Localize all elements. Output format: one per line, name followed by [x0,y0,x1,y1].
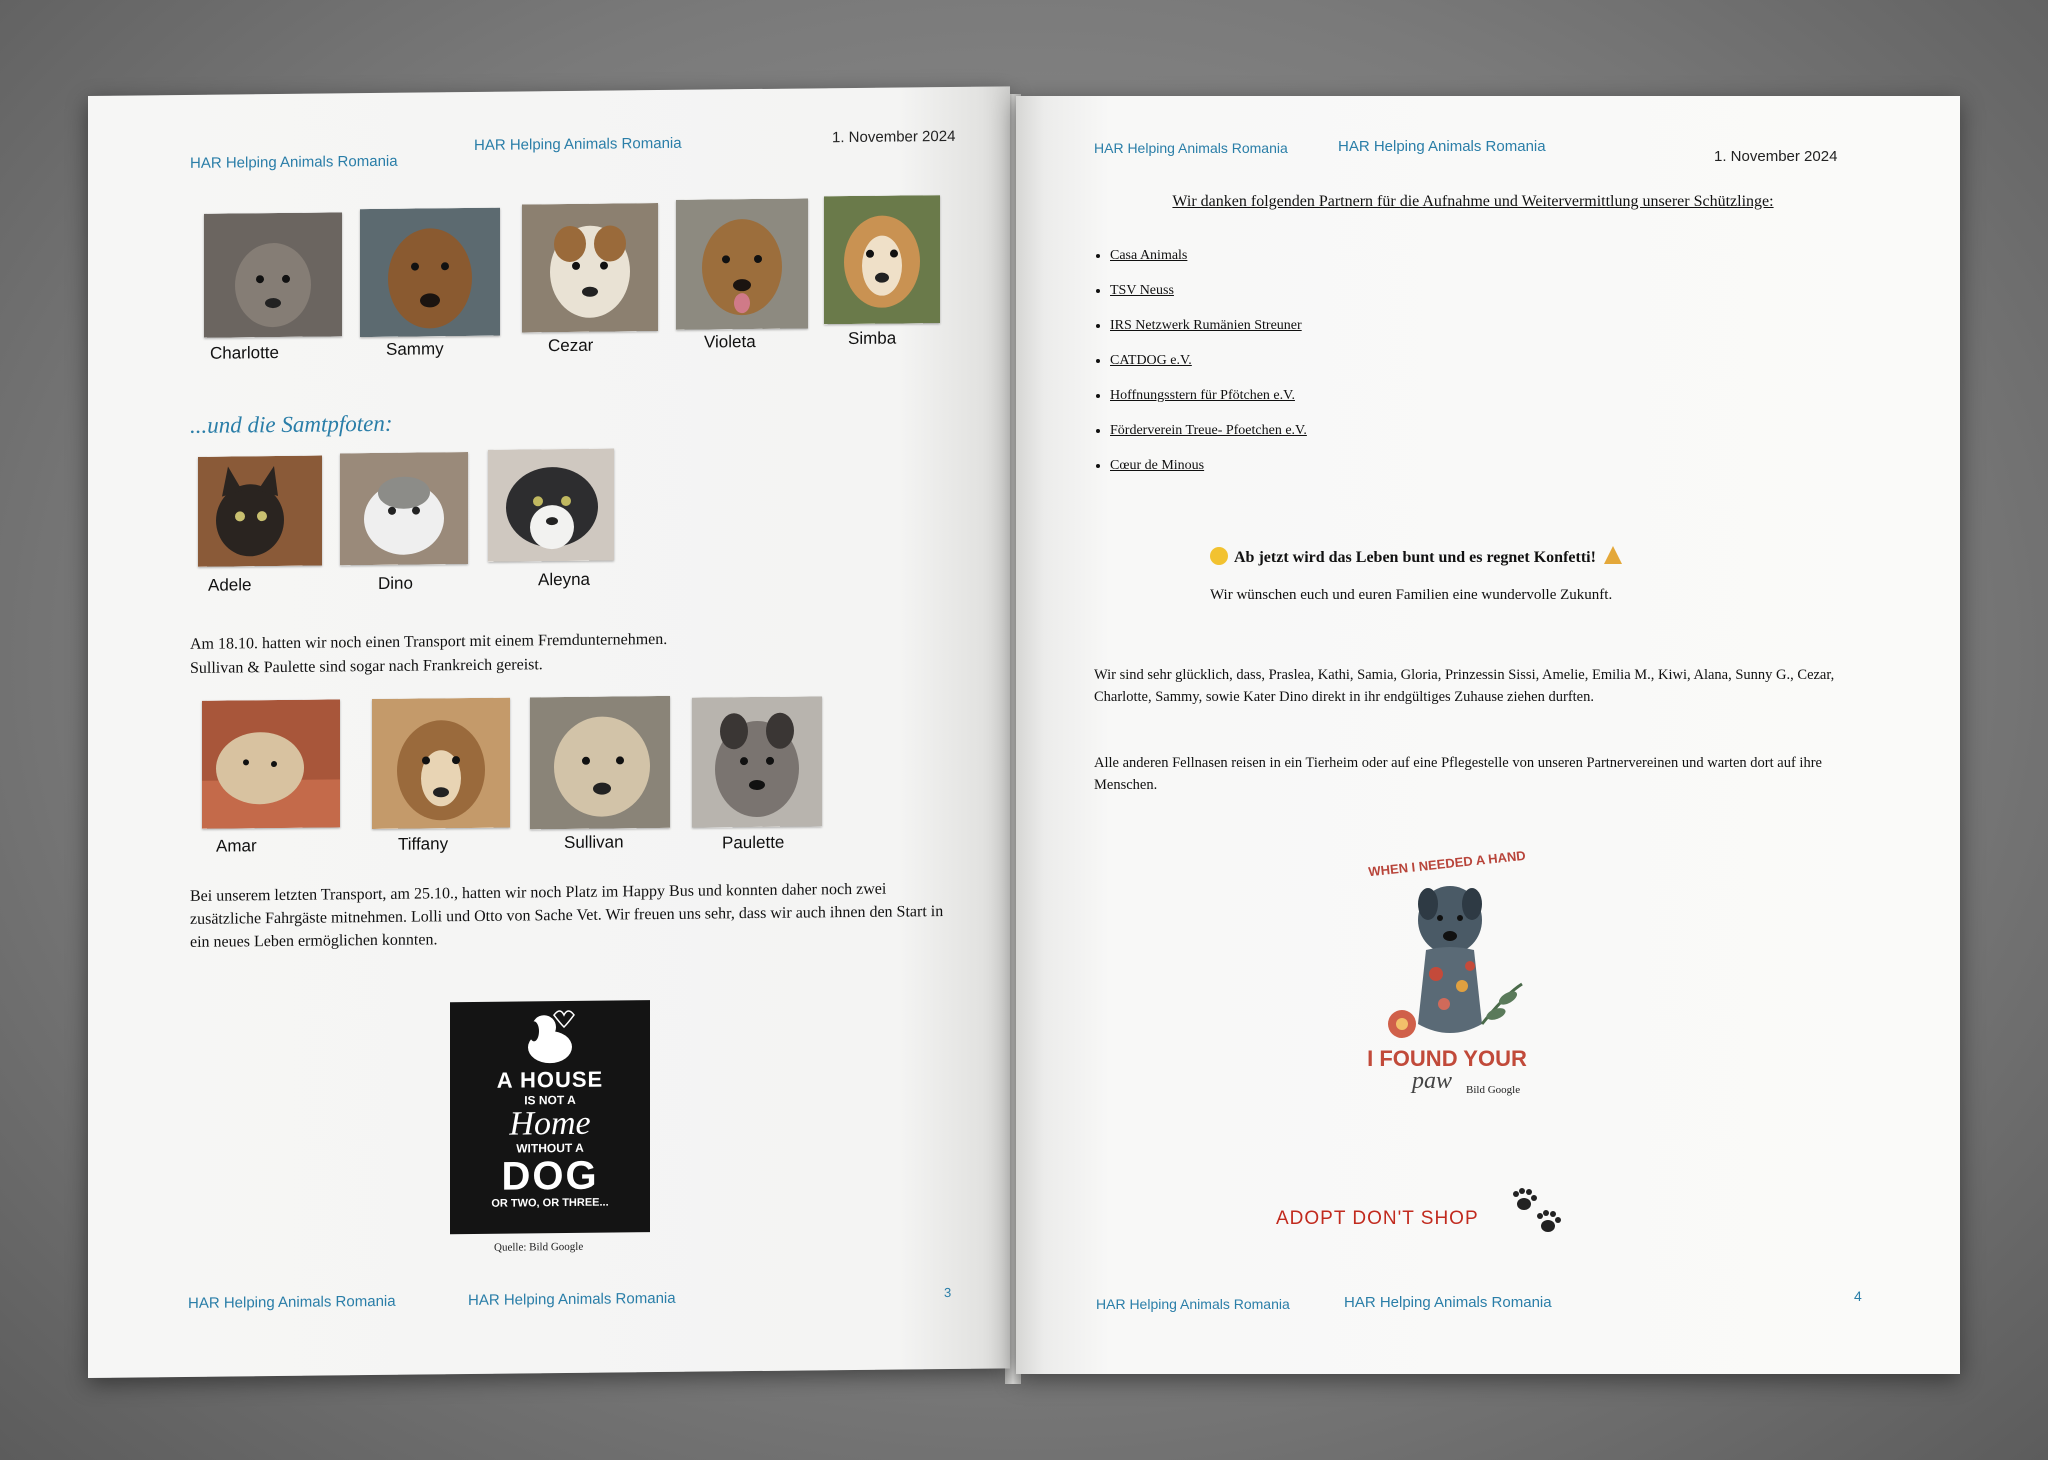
header-org-2-right: HAR Helping Animals Romania [1338,138,1546,155]
dog-name-sullivan: Sullivan [564,832,624,853]
dog-name-cezar: Cezar [548,335,594,356]
happy-bus-text: Bei unserem letzten Transport, am 25.10., hatten wir noch Platz im Happy Bus und konnten daher noch zwei zusätzliche Fahrgäste mitnehmen. Lolli und Otto von Sache Vet. Wir freuen uns sehr, dass wir auch ihnen den Start in ein neues Leben ermöglichen konnten. [190,880,944,951]
poster-line-5: DOG [501,1153,599,1199]
dog-photo-charlotte [204,212,342,337]
wish-line: Wir wünschen euch und euren Familien eine wundervolle Zukunft. [1210,587,1613,603]
graphic-script-text: paw [1411,1068,1452,1094]
dog-photo-violeta [676,198,808,329]
graphic-top-text: WHEN I NEEDED A HAND [1367,847,1527,880]
party-face-icon [1210,547,1228,565]
partner-link[interactable]: • Hoffnungsstern für Pfötchen e.V. [1110,388,1307,404]
confetti-line [1210,546,1770,567]
left-page [88,86,1010,1378]
poster-line-4: WITHOUT A [516,1140,584,1156]
transport-text-2: Sullivan & Paulette sind sogar nach Frankreich gereist. [190,656,543,677]
header-org-2: HAR Helping Animals Romania [474,134,682,154]
dog-name-sammy: Sammy [386,339,444,359]
page-number-right: 4 [1854,1288,1862,1304]
house-dog-poster [450,1000,650,1234]
dog-name-simba: Simba [848,328,897,349]
header-date: 1. November 2024 [832,127,956,147]
dog-name-amar: Amar [216,836,257,856]
partner-link[interactable]: • TSV Neuss [1110,283,1307,299]
party-popper-icon [1604,546,1622,564]
paw-prints-icon [1510,1188,1566,1236]
right-page [1016,96,1960,1374]
cat-name-aleyna: Aleyna [538,569,590,590]
adopt-dont-shop: ADOPT DON'T SHOP [1276,1208,1479,1229]
dog-name-violeta: Violeta [704,332,756,352]
dog-photo-sammy [360,208,500,337]
partner-list [1092,248,1307,493]
sitting-dog-icon [450,1006,650,1068]
poster-line-2: IS NOT A [524,1092,576,1108]
footer-org-2-right: HAR Helping Animals Romania [1344,1294,1552,1311]
dog-photo-tiffany [372,698,510,829]
poster-line-6: OR TWO, OR THREE... [491,1196,609,1210]
dog-photo-amar [202,699,340,828]
dog-photo-simba [824,195,940,324]
partner-link[interactable]: • CATDOG e.V. [1110,353,1307,369]
poster-caption: Quelle: Bild Google [494,1240,584,1254]
header-date-right: 1. November 2024 [1714,148,1838,165]
dog-name-paulette: Paulette [722,832,785,853]
transport-text-1: Am 18.10. hatten wir noch einen Transport mit einem Fremdunternehmen. [190,630,668,653]
confetti-text: Ab jetzt wird das Leben bunt und es regnet Konfetti! [1234,549,1596,566]
partner-link[interactable]: • Cœur de Minous [1110,458,1307,474]
partner-link[interactable]: • Casa Animals [1110,248,1307,264]
cat-photo-dino [340,452,468,565]
dog-name-charlotte: Charlotte [210,342,279,363]
partner-link[interactable]: • Förderverein Treue- Pfoetchen e.V. [1110,423,1307,439]
cat-name-dino: Dino [378,573,413,593]
partner-link[interactable]: • IRS Netzwerk Rumänien Streuner [1110,318,1307,334]
graphic-caption: Bild Google [1466,1084,1521,1096]
page-number-left: 3 [944,1284,952,1301]
cat-photo-adele [198,456,322,567]
footer-org-1-right: HAR Helping Animals Romania [1096,1296,1290,1312]
dog-photo-cezar [522,203,658,332]
cats-heading: ...und die Samtpfoten: [190,410,393,438]
dog-photo-paulette [692,696,822,827]
dog-name-tiffany: Tiffany [398,834,449,854]
cat-name-adele: Adele [208,575,252,595]
footer-org-1: HAR Helping Animals Romania [188,1292,396,1312]
poster-line-3: Home [509,1104,591,1143]
flower-dog-icon [1332,874,1562,1074]
graphic-bottom-text: I FOUND YOUR [1367,1046,1527,1071]
footer-org-2: HAR Helping Animals Romania [468,1289,676,1310]
happy-text: Wir sind sehr glücklich, dass, Praslea, Kathi, Samia, Gloria, Prinzessin Sissi, Amelie, Emilia M., Kiwi, Alana, Sunny G., Cezar, Charlotte, Sammy, sowie Kater Dino direkt in ihr endgültiges Zuhause ziehen durften. [1094,667,1835,705]
others-text: Alle anderen Fellnasen reisen in ein Tierheim oder auf eine Pflegestelle von unseren Partnervereinen und warten dort auf ihre Menschen. [1094,755,1822,793]
cat-photo-aleyna [488,448,614,561]
found-your-paw-graphic [1332,846,1562,1106]
thanks-heading: Wir danken folgenden Partnern für die Aufnahme und Weitervermittlung unserer Schützlinge: [1172,193,1774,210]
header-org-1-right: HAR Helping Animals Romania [1094,140,1288,156]
header-org-1: HAR Helping Animals Romania [190,152,398,172]
dog-photo-sullivan [530,696,670,829]
poster-line-1: A HOUSE [496,1066,604,1093]
